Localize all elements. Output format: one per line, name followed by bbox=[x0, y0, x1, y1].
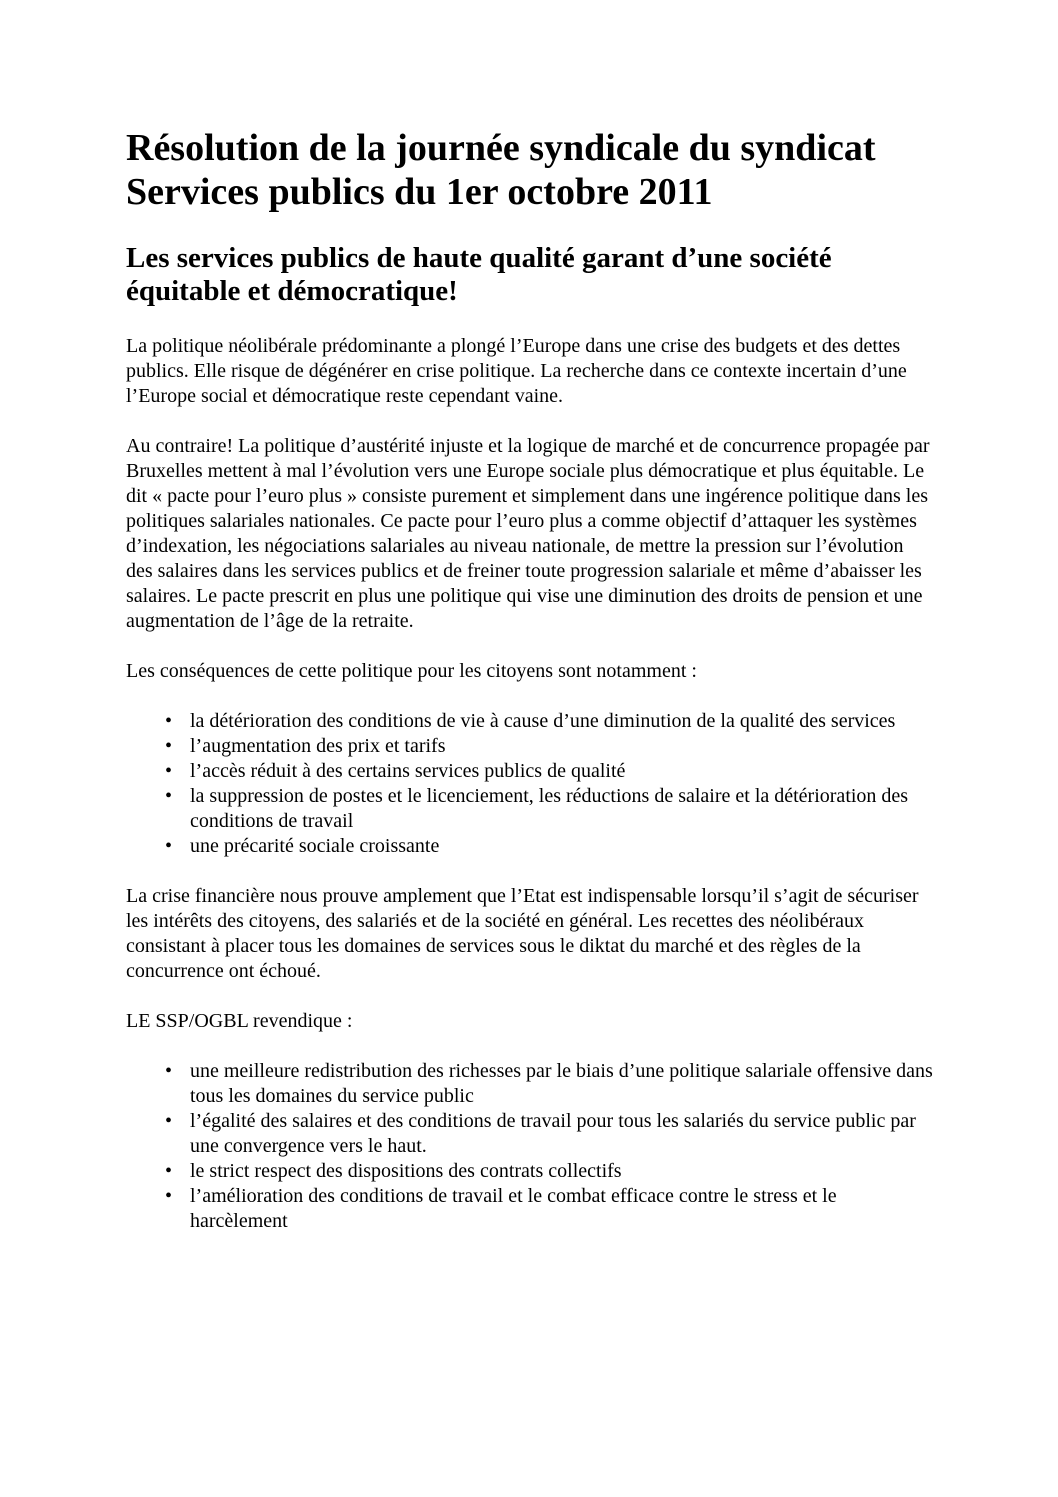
document-subtitle: Les services publics de haute qualité garant d’une société équitable et démocratique! bbox=[126, 242, 832, 307]
demands-list-item: • l’amélioration des conditions de travail et le combat efficace contre le stress et le harcèlement bbox=[190, 1184, 935, 1234]
paragraph-consequences-intro: Les conséquences de cette politique pour les citoyens sont notamment : bbox=[126, 660, 697, 682]
demands-list-item: • le strict respect des dispositions des contrats collectifs bbox=[190, 1159, 935, 1184]
document-title: Résolution de la journée syndicale du syndicat Services publics du 1er octobre 2011 bbox=[126, 127, 876, 213]
consequences-list-item: • l’augmentation des prix et tarifs bbox=[190, 734, 935, 759]
demands-list bbox=[126, 1059, 935, 1234]
paragraph-demands-intro: LE SSP/OGBL revendique : bbox=[126, 1010, 353, 1032]
paragraph-crisis: La crise financière nous prouve amplement que l’Etat est indispensable lorsqu’il s’agit de sécuriser les intérêts des citoyens, des salariés et de la société en général. Les recettes des néolibéraux consistant à placer tous les domaines de services sous le diktat du marché et des règles de la concurrence ont échoué. bbox=[126, 885, 919, 982]
paragraph-austerity: Au contraire! La politique d’austérité injuste et la logique de marché et de concurrence propagée par Bruxelles mettent à mal l’évolution vers une Europe sociale plus démocratique et plus équitable. Le dit « pacte pour l’euro plus » consiste purement et simplement dans une ingérence politique dans les politiques salariales nationales. Ce pacte pour l’euro plus a comme objectif d’attaquer les systèmes d’indexation, les négociations salariales au niveau nationale, de mettre la pression sur l’évolution des salaires dans les services publics et de freiner toute progression salariale et même d’abaisser les salaires. Le pacte prescrit en plus une politique qui vise une diminution des droits de pension et une augmentation de l’âge de la retraite. bbox=[126, 435, 930, 632]
consequences-list-item: • une précarité sociale croissante bbox=[190, 834, 935, 859]
demands-list-item: • l’égalité des salaires et des conditions de travail pour tous les salariés du service public par une convergence vers le haut. bbox=[190, 1109, 935, 1159]
consequences-list-item: • la détérioration des conditions de vie à cause d’une diminution de la qualité des services bbox=[190, 709, 935, 734]
consequences-list-item: • la suppression de postes et le licenciement, les réductions de salaire et la détérioration des conditions de travail bbox=[190, 784, 935, 834]
consequences-list bbox=[126, 709, 935, 859]
demands-list-item: • une meilleure redistribution des richesses par le biais d’une politique salariale offensive dans tous les domaines du service public bbox=[190, 1059, 935, 1109]
paragraph-intro: La politique néolibérale prédominante a plongé l’Europe dans une crise des budgets et des dettes publics. Elle risque de dégénérer en crise politique. La recherche dans ce contexte incertain d’une l’Europe social et démocratique reste cependant vaine. bbox=[126, 335, 907, 407]
consequences-list-item: • l’accès réduit à des certains services publics de qualité bbox=[190, 759, 935, 784]
